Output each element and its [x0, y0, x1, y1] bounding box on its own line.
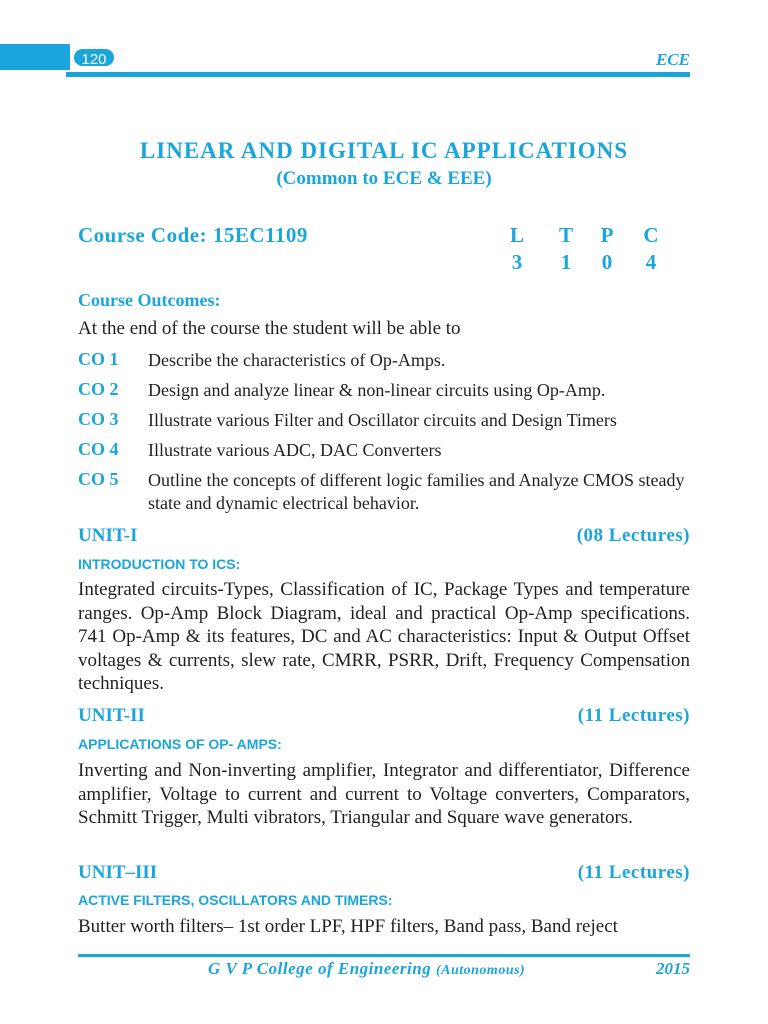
ltpc-label-t: T [558, 223, 573, 247]
course-title: LINEAR AND DIGITAL IC APPLICATIONS [139, 138, 629, 163]
footer-college [208, 959, 525, 979]
header-rule [66, 72, 690, 77]
ltpc-value-p: 0 [601, 250, 613, 274]
unit-lectures: (11 Lectures) [577, 862, 690, 883]
outcome-text: Illustrate various ADC, DAC Converters [148, 440, 442, 460]
outcome-label: CO 5 [78, 469, 119, 489]
course-subtitle: (Common to ECE & EEE) [276, 168, 492, 189]
outcome-text: Illustrate various Filter and Oscillator circuits and Design Timers [148, 410, 617, 430]
ltpc-label-l: L [509, 223, 524, 247]
outcomes-heading: Course Outcomes: [78, 290, 221, 310]
department-label: ECE [655, 50, 690, 69]
unit-content: Butter worth filters– 1st order LPF, HPF filters, Band pass, Band reject [78, 916, 618, 937]
ltpc-value-l: 3 [511, 250, 523, 274]
ltpc-label-p: P [600, 223, 614, 247]
footer-autonomous: (Autonomous) [435, 963, 526, 978]
outcome-text: Describe the characteristics of Op-Amps. [148, 350, 446, 370]
header-tab [0, 44, 70, 70]
outcome-text: Design and analyze linear & non-linear circuits using Op-Amp. [148, 380, 606, 400]
outcome-label: CO 2 [78, 379, 119, 399]
outcome-label: CO 1 [78, 349, 119, 369]
unit-topic: INTRODUCTION TO ICS: [78, 556, 241, 572]
unit-lectures: (08 Lectures) [576, 525, 690, 546]
ltpc-value-c: 4 [645, 250, 657, 274]
outcome-label: CO 3 [78, 409, 119, 429]
unit-content: Inverting and Non-inverting amplifier, Integrator and differentiator, Difference amplifier, Voltage to current and current to Voltage converters, Comparators, Schmitt Trigger, Multi vibrators, Triangular and Square wave generators. [78, 760, 690, 828]
outcomes-intro: At the end of the course the student will be able to [78, 318, 461, 339]
unit-heading: UNIT-I [78, 525, 138, 546]
course-code: Course Code: 15EC1109 [78, 223, 308, 247]
footer-rule [78, 954, 690, 957]
unit-topic: APPLICATIONS OF OP- AMPS: [78, 736, 282, 752]
unit-lectures: (11 Lectures) [577, 705, 690, 726]
ltpc-value-t: 1 [560, 250, 572, 274]
unit-heading: UNIT-II [78, 705, 145, 726]
unit-content: Integrated circuits-Types, Classification of IC, Package Types and temperature ranges. Op-Amp Block Diagram, ideal and practical Op-Amp specifications. 741 Op-Amp & its features, DC and AC characteristics: Input & Output Offset voltages & currents, slew rate, CMRR, PSRR, Drift, Frequency Compensation techniques. [78, 579, 690, 694]
ltpc-label-c: C [643, 223, 659, 247]
outcome-label: CO 4 [78, 439, 119, 459]
unit-heading: UNIT–III [78, 862, 158, 883]
unit-topic: ACTIVE FILTERS, OSCILLATORS AND TIMERS: [78, 892, 393, 908]
footer-college-name: G V P College of Engineering [208, 959, 432, 978]
footer-year: 2015 [656, 959, 690, 978]
outcome-text: Outline the concepts of different logic families and Analyze CMOS steady state and dynamic electrical behavior. [148, 470, 685, 513]
page-number: 120 [72, 47, 116, 68]
